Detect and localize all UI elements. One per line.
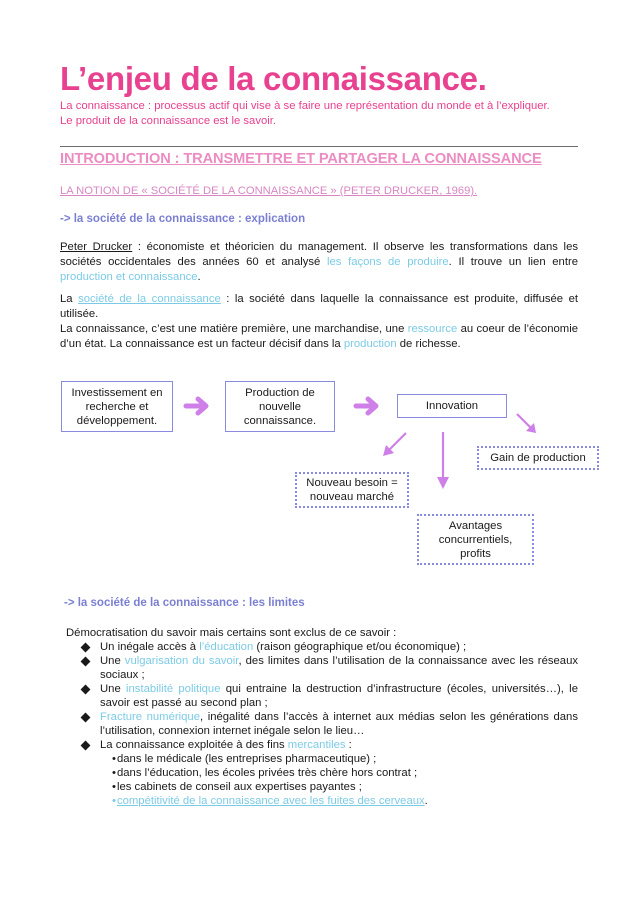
text: : la société dans laquelle la connaissance est produite, diffusée et utilisée. (60, 293, 578, 320)
horizontal-rule (60, 146, 578, 147)
box-line: concurrentiels, (438, 533, 513, 546)
explication-heading: -> la société de la connaissance : explication (60, 213, 306, 225)
box-label: Innovation (425, 400, 479, 412)
arrow-right-icon (184, 396, 214, 416)
list-item (60, 640, 578, 654)
box-line: nouvelle (258, 400, 302, 413)
sub-list-item (60, 752, 578, 766)
sub-list-item (60, 780, 578, 794)
sub-list-item (60, 794, 578, 808)
text: . (424, 795, 428, 807)
page-title: L’enjeu de la connaissance. (60, 60, 487, 97)
dot-bullet-icon: • (112, 753, 116, 765)
diamond-bullet-icon (81, 713, 91, 723)
highlight-text: l’éducation (199, 641, 254, 653)
diagram-box-besoin (295, 472, 409, 508)
highlight-text: les façons de produire (326, 256, 449, 268)
paragraph-drucker (60, 240, 578, 285)
text: . Il trouve un lien entre (448, 256, 578, 268)
text: dans l’éducation, les écoles privées très chère hors contrat ; (116, 767, 418, 779)
drucker-name: Peter Drucker (60, 241, 133, 253)
list-item (60, 682, 578, 710)
box-line: Avantages (448, 519, 503, 532)
diagram-box-innovation (397, 394, 507, 418)
text: , inégalité dans l’accès à internet aux médias selon les générations dans l’utilisation, connexion internet inégale selon le lieu… (100, 711, 578, 737)
text: qui entraine la destruction d’infrastructure (écoles, universités…), le savoir est passé au second plan ; (100, 683, 578, 709)
text: les cabinets de conseil aux expertises payantes ; (116, 781, 362, 793)
text: dans le médicale (les entreprises pharmaceutique) ; (116, 753, 377, 765)
box-label: Gain de production (490, 452, 586, 464)
arrow-down-right-icon (515, 412, 540, 437)
arrow-down-icon (436, 431, 450, 491)
subtitle-line-1: La connaissance : processus actif qui vise à se faire une représentation du monde et à l’expliquer. (60, 100, 550, 112)
diagram-box-avantages (417, 514, 534, 565)
text: . (197, 271, 201, 283)
highlight-text: production (343, 338, 397, 350)
highlight-text: mercantiles (287, 739, 346, 751)
box-line: Nouveau besoin = (306, 477, 398, 489)
diamond-bullet-icon (81, 741, 91, 751)
highlight-text: instabilité politique (126, 683, 221, 695)
arrow-down-left-icon (381, 431, 409, 459)
limites-heading: -> la société de la connaissance : les limites (64, 597, 305, 609)
text: : économiste et théoricien du management. Il observe les transformations dans les sociétés occidentales des années 60 et analysé (60, 241, 578, 268)
text: Un inégale accès à (100, 641, 200, 653)
text: au coeur de l’économie d’un état. La connaissance est un facteur décisif dans la (60, 323, 578, 350)
dot-bullet-icon: • (112, 795, 116, 807)
diagram-box-investissement (61, 381, 173, 432)
highlight-text: production et connaissance (60, 271, 198, 283)
text: La connaissance, c’est une matière première, une marchandise, une (60, 323, 408, 335)
box-line: Investissement en (71, 386, 163, 399)
paragraph-ressource (60, 322, 578, 352)
list-item (60, 654, 578, 682)
box-line: nouveau marché (309, 491, 395, 503)
limites-list (60, 626, 578, 808)
section-heading: INTRODUCTION : TRANSMETTRE ET PARTAGER LA CONNAISSANCE (60, 151, 542, 167)
section-subheading: LA NOTION DE « SOCIÉTÉ DE LA CONNAISSANCE » (PETER DRUCKER, 1969). (60, 185, 478, 197)
text: , des limites dans l’utilisation de la connaissance avec les réseaux sociaux ; (100, 655, 579, 681)
diamond-bullet-icon (81, 657, 91, 667)
text: de richesse. (396, 338, 461, 350)
subtitle-line-2: Le produit de la connaissance est le savoir. (60, 115, 277, 127)
box-line: Production de (245, 386, 315, 399)
text: La (60, 293, 79, 305)
dot-bullet-icon: • (112, 781, 116, 793)
box-line: développement. (76, 414, 158, 427)
text: Une (100, 655, 125, 667)
diagram-box-gain (477, 446, 599, 470)
diamond-bullet-icon (81, 685, 91, 695)
highlight-text: Fracture numérique (100, 711, 200, 723)
text: (raison géographique et/ou économique) ; (253, 641, 467, 653)
paragraph-definition (60, 292, 578, 322)
text: : (345, 739, 352, 751)
sub-list-item (60, 766, 578, 780)
limites-items (60, 640, 578, 808)
arrow-right-icon (354, 396, 384, 416)
list-item (60, 710, 578, 738)
dot-bullet-icon: • (112, 767, 116, 779)
diagram-box-production (225, 381, 335, 432)
box-line: profits (460, 547, 491, 560)
box-line: recherche et (85, 400, 149, 413)
box-line: connaissance. (243, 414, 317, 427)
page-subtitle (60, 99, 590, 129)
list-item (60, 738, 578, 752)
link-societe-connaissance[interactable]: société de la connaissance (78, 293, 221, 305)
highlight-text: vulgarisation du savoir (124, 655, 239, 667)
text: La connaissance exploitée à des fins (100, 739, 288, 751)
link-fuites-cerveaux[interactable]: compétitivité de la connaissance avec les fuites des cerveaux (116, 795, 425, 807)
diamond-bullet-icon (81, 643, 91, 653)
text: Une (100, 683, 127, 695)
highlight-text: ressource (407, 323, 458, 335)
limites-intro: Démocratisation du savoir mais certains sont exclus de ce savoir : (66, 627, 397, 639)
